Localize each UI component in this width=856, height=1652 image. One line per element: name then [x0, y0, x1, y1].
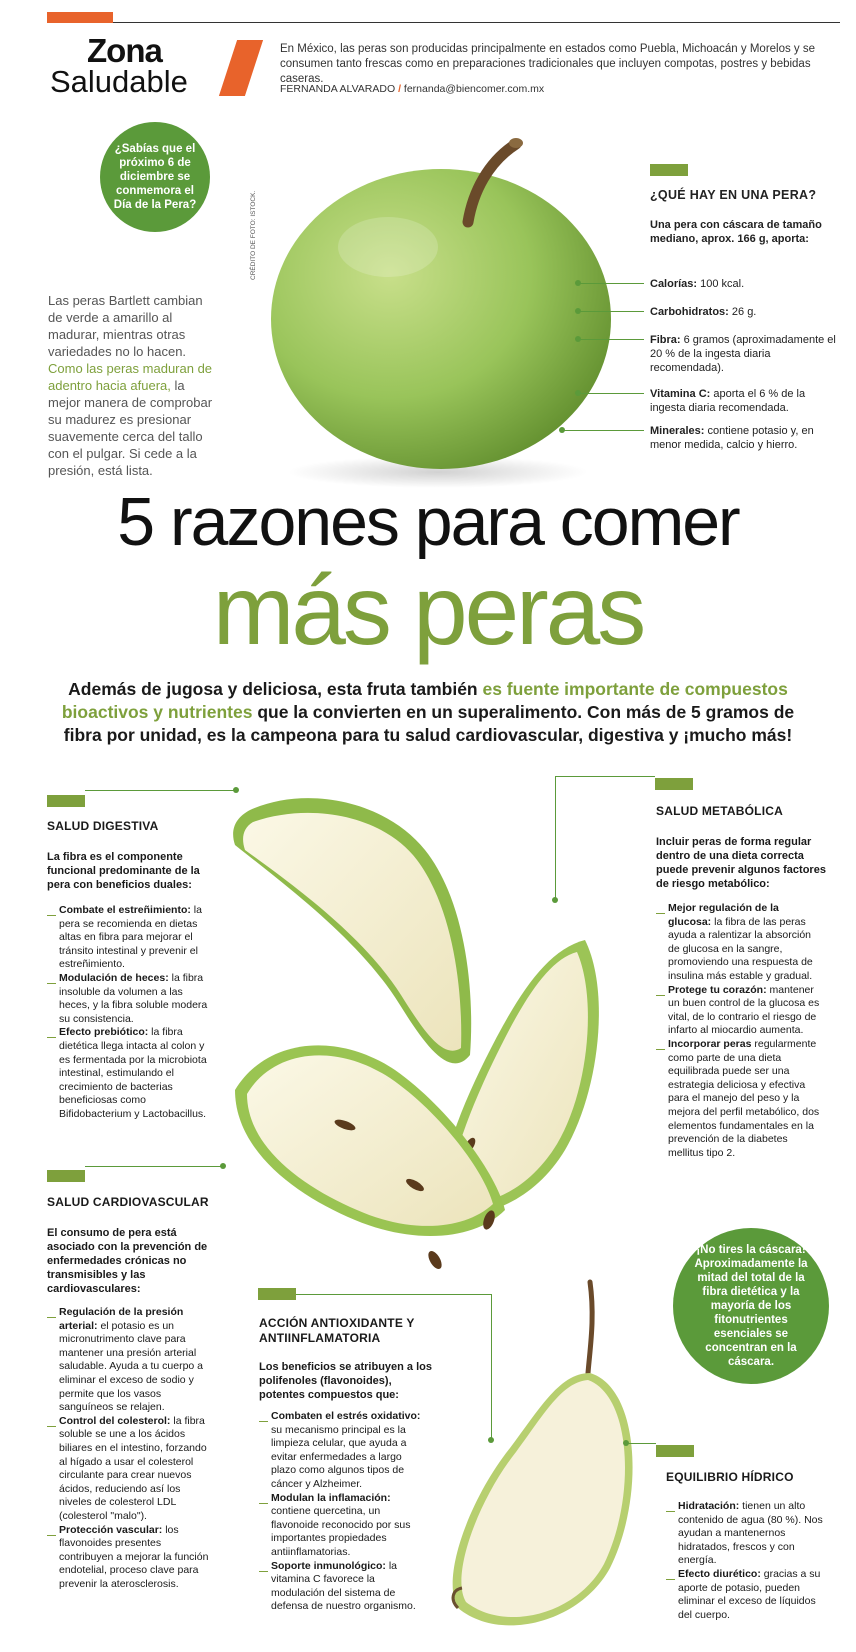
photo-credit: CRÉDITO DE FOTO: ISTOCK. [250, 190, 257, 280]
pointer-line [578, 339, 644, 340]
metabolica-accent-bar [655, 778, 693, 790]
metabolica-intro: Incluir peras de forma regular dentro de una dieta correcta puede prevenir algunos factores de riesgo metabólico: [656, 836, 826, 890]
metabolica-list [656, 902, 821, 1160]
hidrico-pointer-line [626, 1443, 656, 1444]
item-label: Soporte inmunológico: [271, 1559, 386, 1572]
bartlett-paragraph [48, 292, 218, 479]
pointer-dot [575, 308, 581, 314]
item-text: regularmente como parte de una dieta equilibrada puede ser una estrategia deliciosa y efectiva para el manejo del peso y la mejora del perfil metabólico, dos elementos fundamentales en la prevención de la diabetes mellitus tipo 2. [668, 1037, 820, 1159]
nutrient-label: Minerales: [650, 425, 705, 437]
item-text: la vitamina C favorece la modulación del sistema de defensa de nuestro organismo. [271, 1559, 416, 1613]
nutrition-subtitle: Una pera con cáscara de tamaño mediano, aprox. 166 g, aporta: [650, 219, 822, 245]
list-item [47, 1026, 212, 1121]
list-item [47, 1415, 212, 1524]
item-text: la fibra de las peras ayuda a ralentizar la absorción de glucosa en la sangre, promoviendo una respuesta de insulina más estable y gradual. [668, 915, 813, 982]
section-title-saludable: Saludable [50, 64, 188, 99]
list-item [666, 1568, 831, 1622]
metabolica-pointer-line [555, 776, 556, 900]
item-label: Combate el estreñimiento: [59, 904, 191, 916]
list-item [47, 972, 212, 1026]
metabolica-heading: SALUD METABÓLICA [656, 804, 783, 818]
skin-callout: ¡No tires la cáscara! Aproximadamente la mitad del total de la fibra dietética y la mayoría de los fitonutrientes esenciales se concentran en la cáscara. [673, 1228, 829, 1384]
item-label: Efecto prebiótico: [59, 1026, 149, 1039]
section-title-zona: Zona [87, 32, 162, 69]
item-label: Incorporar peras [668, 1037, 752, 1050]
item-label: Protección vascular: [59, 1523, 163, 1536]
nutrient-minerals [650, 424, 840, 452]
bartlett-text-b: la mejor manera de comprobar su madurez es presionar suavemente cerca del tallo con el pulgar. Si cede a la presión, está lista. [48, 378, 213, 478]
nutrient-value: 6 gramos (aproximadamente el 20 % de la ingesta diaria recomendada). [650, 334, 836, 374]
lead-highlight: es fuente importante de compuestos bioactivos y nutrientes [61, 679, 788, 722]
pointer-dot [233, 787, 239, 793]
nutrient-label: Calorías: [650, 278, 698, 290]
digestiva-intro: La fibra es el componente funcional predominante de la pera con beneficios duales: [47, 851, 200, 891]
hidrico-list [666, 1500, 831, 1622]
bartlett-highlight: Como las peras maduran de adentro hacia afuera, [48, 361, 213, 393]
item-text: contiene quercetina, un flavonoide reconocido por sus importantes propiedades antiinflamatorias. [271, 1505, 411, 1558]
nutrient-vitamin-c [650, 387, 840, 415]
item-label: Modulan la inflamación: [271, 1491, 391, 1504]
header-rule [113, 22, 840, 23]
intro-text: En México, las peras son producidas principalmente en estados como Puebla, Michoacán y Morelos y se consumen tanto frescas como en preparaciones tradicionales que incluyen compotas, postres y bebidas caseras. [280, 43, 816, 85]
nutrient-label: Fibra: [650, 334, 681, 346]
nutrient-fiber [650, 333, 840, 375]
pointer-dot [559, 427, 565, 433]
list-item [47, 1306, 212, 1415]
nutrient-label: Vitamina C: [650, 388, 711, 400]
cardio-accent-bar [47, 1170, 85, 1182]
pointer-line [562, 430, 644, 431]
bartlett-text-a: Las peras Bartlett cambian de verde a amarillo al madurar, mientras otras variedades no lo hacen. [48, 293, 203, 359]
author-email: fernanda@biencomer.com.mx [403, 83, 545, 95]
item-text: mantener un buen control de la glucosa es vital, de lo contrario el riesgo de infarto al miocardio aumenta. [668, 983, 820, 1037]
main-title-line1: 5 razones para comer [117, 484, 739, 560]
cardio-list [47, 1306, 212, 1591]
list-item [259, 1560, 429, 1614]
list-item [656, 1038, 821, 1160]
item-text: tienen un alto contenido de agua (80 %). Nos ayudan a mantenernos hidratados, frescos y con energía. [678, 1500, 823, 1567]
byline [280, 83, 544, 95]
digestiva-accent-bar [47, 795, 85, 807]
pear-slices-illustration [225, 790, 615, 1310]
pointer-line [578, 311, 644, 312]
list-item [666, 1500, 831, 1568]
hidrico-heading: EQUILIBRIO HÍDRICO [666, 1470, 794, 1484]
lead-text-a: Además de jugosa y deliciosa, esta fruta también [68, 679, 483, 699]
cardio-pointer-line [85, 1166, 223, 1167]
list-item [47, 904, 212, 972]
item-text: el potasio es un micronutrimento clave para mantener una presión arterial saludable. Ayuda a tu cuerpo a eliminar el exceso de sodio y permite que los vasos sanguíneos se relajen. [59, 1319, 204, 1414]
pointer-line [578, 283, 644, 284]
nutrient-value: 100 kcal. [697, 278, 745, 290]
nutrient-carbs [650, 305, 840, 319]
item-text: gracias a su aporte de potasio, pueden eliminar el exceso de líquidos del cuerpo. [678, 1567, 821, 1621]
item-label: Mejor regulación de la glucosa: [668, 902, 779, 928]
whole-pear-illustration [258, 132, 618, 490]
pear-day-callout: ¿Sabías que el próximo 6 de diciembre se conmemora el Día de la Pera? [100, 122, 210, 232]
item-label: Control del colesterol: [59, 1414, 171, 1427]
item-text: la fibra dietética llega intacta al colon y es fermentada por la microbiota intestinal, estimulando el crecimiento de bacterias beneficiosas como Bifidobacterium y Lactobacillus. [59, 1026, 207, 1120]
pointer-dot [552, 897, 558, 903]
digestiva-heading: SALUD DIGESTIVA [47, 819, 159, 833]
item-label: Protege tu corazón: [668, 983, 767, 996]
item-text: su mecanismo principal es la limpieza celular, que ayuda a evitar enfermedades a largo plazo como algunos tipos de cáncer y Alzheimer. [271, 1423, 407, 1490]
antioxidante-intro: Los beneficios se atribuyen a los polifenoles (flavonoides), potentes compuestos que: [259, 1361, 432, 1401]
item-label: Efecto diurético: [678, 1567, 761, 1580]
pointer-line [578, 393, 644, 394]
nutrition-heading: ¿QUÉ HAY EN UNA PERA? [650, 188, 817, 202]
antioxidante-pointer-line [296, 1294, 492, 1295]
pointer-dot [575, 280, 581, 286]
byline-separator: / [398, 83, 401, 95]
main-title-line2: más peras [212, 555, 644, 665]
item-label: Hidratación: [678, 1500, 740, 1512]
metabolica-pointer-line [555, 776, 655, 777]
list-item [656, 902, 821, 984]
lead-paragraph [60, 678, 796, 747]
item-label: Regulación de la presión arterial: [59, 1306, 184, 1332]
pointer-dot [488, 1437, 494, 1443]
digestiva-list [47, 904, 212, 1122]
pointer-dot [575, 390, 581, 396]
antioxidante-accent-bar [258, 1288, 296, 1300]
nutrition-accent-bar [650, 164, 688, 176]
item-label: Combaten el estrés oxidativo: [271, 1410, 421, 1422]
pear-half-illustration [440, 1278, 650, 1638]
nutrient-value: contiene potasio y, en menor medida, calcio y hierro. [650, 425, 814, 451]
nutrient-value: aporta el 6 % de la ingesta diaria recomendada. [650, 388, 806, 414]
nutrient-calories [650, 277, 840, 291]
list-item [47, 1524, 212, 1592]
hidrico-accent-bar [656, 1445, 694, 1457]
pointer-dot [220, 1163, 226, 1169]
lead-text-b: que la convierten en un superalimento. Con más de 5 gramos de fibra por unidad, es la campeona para tu salud cardiovascular, digestiva y ¡mucho más! [63, 702, 795, 745]
pointer-dot [623, 1440, 629, 1446]
list-item [656, 984, 821, 1038]
pointer-dot [575, 336, 581, 342]
cardio-intro: El consumo de pera está asociado con la prevención de enfermedades crónicas no transmisibles y las cardiovasculares: [47, 1227, 208, 1295]
list-item [259, 1410, 429, 1492]
item-text: la fibra insoluble da volumen a las heces, y la fibra soluble modera su consistencia. [59, 971, 208, 1025]
header-accent-bar [47, 12, 113, 23]
slash-decoration [219, 40, 263, 96]
item-text: la pera se recomienda en dietas altas en fibra para mejorar el tránsito intestinal y prevenir el estreñimiento. [59, 904, 202, 971]
item-label: Modulación de heces: [59, 971, 169, 984]
digestiva-pointer-line [85, 790, 237, 791]
item-text: los flavonoides presentes contribuyen a mejorar la función endotelial, proceso clave para prevenir la aterosclerosis. [59, 1523, 209, 1590]
list-item [259, 1492, 429, 1560]
item-text: la fibra soluble se une a los ácidos biliares en el intestino, forzando al hígado a usar el colesterol circulante para crear nuevos ácidos, reduciendo así los niveles de colesterol LDL (colesterol "malo"). [59, 1414, 207, 1522]
antioxidante-pointer-line [491, 1294, 492, 1440]
antioxidante-heading: ACCIÓN ANTIOXIDANTE Y ANTIINFLAMATORIA [259, 1316, 415, 1345]
nutrient-value: 26 g. [728, 306, 757, 318]
nutrient-label: Carbohidratos: [650, 306, 729, 318]
author-name: FERNANDA ALVARADO [280, 83, 396, 95]
cardio-heading: SALUD CARDIOVASCULAR [47, 1195, 209, 1209]
antioxidante-list [259, 1410, 429, 1614]
